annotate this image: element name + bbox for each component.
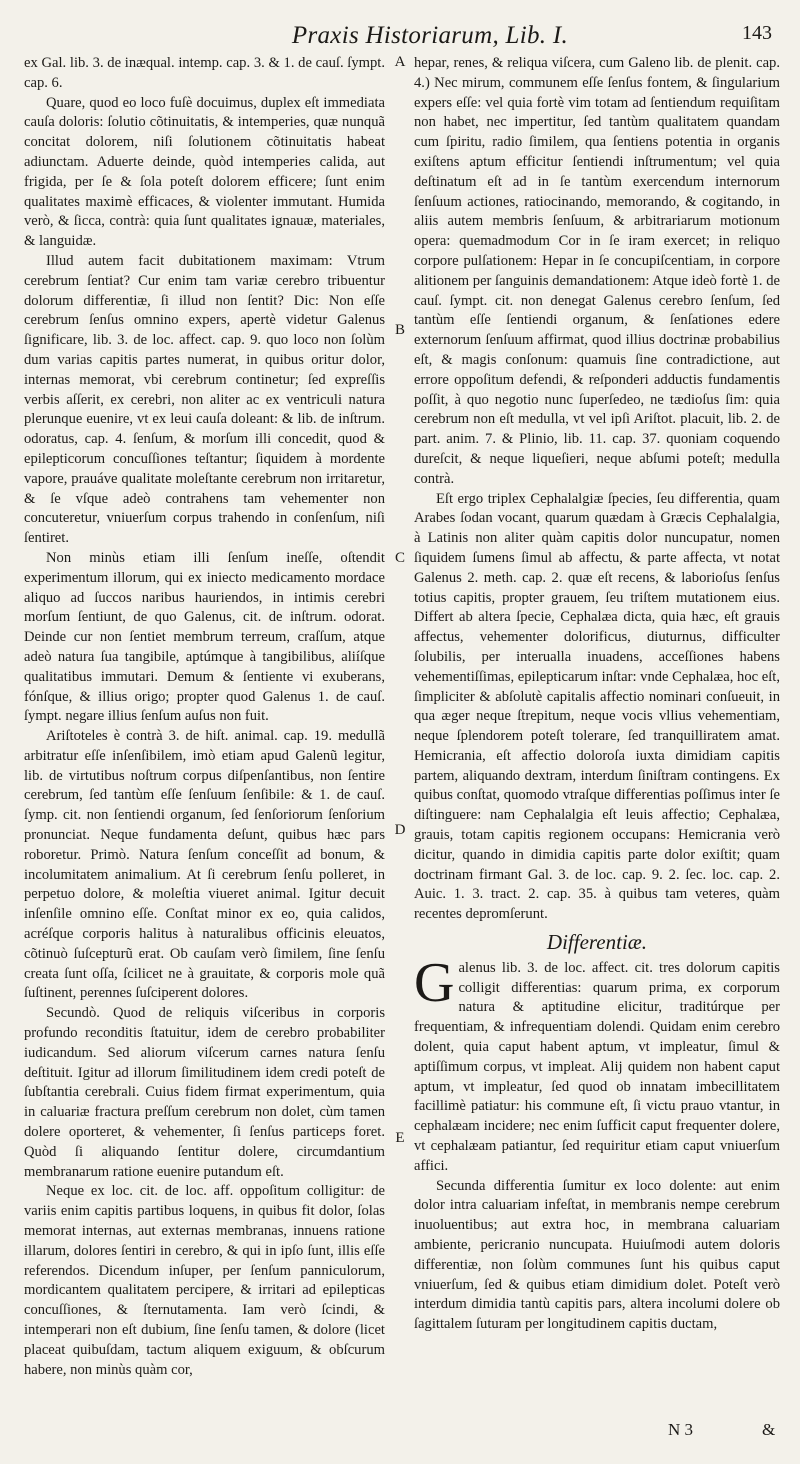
right-column [414, 54, 780, 1335]
paragraph: Secundò. Quod de reliquis viſceribus in corporis profundo reconditis ſtatuitur, idem de cerebro probabiliter iudicandum. Sed aliorum viſcerum carnes natura ſenſu deſtituit. Igitur ad illorum ſimilitudinem idem credi poteſt de ſubſtantia cerebrali. Cuius fidem firmat experimentum, quia in caluariæ fractura preſſum cerebrum non dolet, cùm tamen dolere oporteret, & vehementer, ſi ſenſus particeps foret. Quòd ſi aliquando ſentitur dolere, circumdantium membranarum ratione euenire putandum eſt. [24, 1005, 385, 1180]
paragraph: Neque ex loc. cit. de loc. aff. oppoſitum colligitur: de variis enim capitis partibus loquens, in quibus fit dolor, ſolas memorat internas, aut externas membranas, innuens ratione illarum, dolores ſentiri in cerebro, & qui in ipſo ſunt, illis eſſe referendos. Dicendum inſuper, per ſenſum panniculorum, mordicantem qualitatem percipere, & irritari ad epilepticas concuſſiones, & ſternutamenta. Iam verò ſcindi, & intemperari non eſt dubium, ſine ſenſu tamen, & dolore (licet placeat quibuſdam, tactum aliquem exiguum, & obſcurum habere, non minùs quàm cor, [24, 1183, 385, 1378]
paragraph: ex Gal. lib. 3. de inæqual. intemp. cap. 3. & 1. de cauſ. ſympt. cap. 6. [24, 55, 385, 91]
paragraph: Non minùs etiam illi ſenſum ineſſe, oſtendit experimentum illorum, qui ex iniecto medicamento mordace aliquo ad ſuccos naribus hauriendos, in intimis cerebri morſum ſentiunt, de quo Galenus, cit. de inſtrum. odorat. Deinde cur non ſentiet membrum terreum, craſſum, atque adeò natura ſua tangibile, aptúmque à tangibilibus, aliíſque qualitatibus immutari. Demum & ſentiente vi exuberans, fónſque, & illius origo; propter quod Galenus 1. de cauſ. ſympt. negare illius ſenſum auſus non fuit. [24, 549, 385, 725]
margin-letter-b: B [394, 322, 405, 338]
catchword: & [762, 1420, 776, 1439]
paragraph: Secunda differentia ſumitur ex loco dolente: aut enim dolor intra caluariam infeſtat, in membranis nempe cerebrum inuoluentibus; aut extra hoc, in membrana caluariam ambiente, pericranio nuncupata. Huiuſmodi autem doloris differentiæ, non ſolùm communes ſunt his quibus caput vniuerſum, ſed & quibus etiam dimidium dolet. Poteſt verò interdum dimidia tantù capitis pars, altera incolumi dolere ob ſagittalem ſuturam per longitudinem capitis ductam, [414, 1177, 780, 1333]
paragraph-text: alenus lib. 3. de loc. affect. cit. tres dolorum capitis colligit differentias: quarum prima, ex corporum natura & aptitudine elicitur, traditúrque per frequentiam, & infrequentiam dolendi. Quidam enim cerebro dolent, quia caput habent aptum, vt impleatur, ſimul & aptiſſimum corpus, vt impleat. Alij quidem non habent caput aptum, vt impleatur, ſed quod ob innatam imbecillitatem facillimè patiatur: his commune eſt, ſi victu prauo vtantur, in cephalæam incidere; nec enim ſufficit caput frequenter dolere, vt cephalæam patiantur, ſed requiritur etiam caput vniuerſum affici. [414, 959, 780, 1174]
drop-cap: G [414, 951, 455, 1014]
section-heading: Differentiæ. [546, 930, 648, 955]
margin-letter-c: C [394, 550, 405, 566]
margin-letter-e: E [395, 1130, 405, 1146]
paragraph: Illud autem facit dubitationem maximam: Vtrum cerebrum ſentiat? Cur enim tam variæ cerebro tribuentur dolorum differentiæ, ſi illud non ſentit? Dic: Non eſſe cerebrum ſenſus omnino expers, apertè videtur Galenus ſignificare, lib. 3. de loc. affect. cap. 9. quo loco non ſolùm dum varias capitis partes numerat, in quibus oritur dolor, internas memorat, vbi cerebrum continetur; ſed expreſſis verbis aſſerit, ex cerebri, non aliter ac ex ventriculi natura plerunque euenire, vt ex leui cauſa doleant: & lib. de inſtrum. odoratus, cap. 4. ſenſum, & morſum illi concedit, quod & epilepticorum concuſſiones teſtantur; ſiquidem à mordente vapore, prauáve qualitate moleſtante cerebrum non irritaretur, & ſe vſque adeò contrahens tam vehementer non concuteretur, vniuerſum corpus trahendo in conſenſum, niſi ſentiret. [24, 252, 385, 547]
running-title: Praxis Historiarum, Lib. I. [291, 22, 569, 49]
paragraph: hepar, renes, & reliqua viſcera, cum Galeno lib. de plenit. cap. 4.) Nec mirum, communem eſſe ſenſus fontem, & ſingularium expers eſſe: vel quia fortè vim totam ad ſentiendum requiſitam non habet, nec impertitur, ſed tantùm qualitatem quandam cum ſpiritu, radio ſimilem, qua ſentiens potentia in organis exiſtens aptum efficitur ſentiendi inſtrumentum; vel quia deſtinatum eſt ad in ſe tantùm exercendum internorum ſenſuum actiones, ratiocinando, memorando, & cogitando, in aliis autem membris ſenſuum, & arbitrariarum motionum opera: quemadmodum Cor in ſe iram exercet; in reliquo corpore pulſationem: Hepar in ſe concupiſcentiam, in corpore alitionem per ſanguinis demandationem: Atque ideò fortè 1. de cauſ. ſympt. cit. non denegat Galenus cerebro ſenſum, ſed tantùm eſſe ſentiendi organum, & ſenſationes edere externorum ſenſuum affirmat, quod illius doctrinæ probabilius eſt, & magis conſonum: quamuis ſine contradictione, aut errore oppoſitum defendi, & reſponderi adductis fundamentis poſſit, à quo negotio nunc ſuperſedeo, ne tædioſus ſim: quia cerebrum non eſt medulla, vt vel ipſi Ariſtot. placuit, lib. 2. de part. anim. 7. & Plinio, lib. 11. cap. 37. quoniam coquendo dureſcit, & neque liqueſieri, neque abſumi poteſt; medulla contrà. [414, 55, 780, 487]
margin-letter-a: A [394, 54, 406, 70]
paragraph-dropcap [414, 951, 780, 1177]
paragraph: Quare, quod eo loco fuſè docuimus, duplex eſt immediata cauſa doloris: ſolutio cõtinuitatis, & intemperies, quæ nunquã concitat dolorem, niſi ſolutionem cõtinuitatis habeat adiunctam. Aduerte deinde, quòd intemperies calida, aut frigida, per ſe & ſola poteſt dolorem efficere; ſunt enim qualitates maximè efficaces, & violenter immutant. Humida verò, & ſicca, contrà: quia ſunt qualitates ignauæ, materiales, & languidæ. [24, 94, 385, 250]
margin-letter-d: D [394, 822, 406, 838]
page-number: 143 [742, 22, 772, 44]
left-column [24, 54, 385, 1380]
paragraph: Ariſtoteles è contrà 3. de hiſt. animal. cap. 19. medullã arbitratur eſſe inſenſibilem, imò etiam apud Galenũ legitur, lib. de virtutibus noſtrum corpus diſpenſantibus, non ſentire cerebrum, ſed tantùm eſſe ſenſuum ſenſibile: & 1. de cauſ. ſymp. cit. non ſentiendi organum, ſed ſenſoriorum ſenſorium pronunciat. Neque fundamenta deſunt, quibus hæc pars roboretur. Primò. Natura ſenſum conceſſit ad bonum, & incolumitatem animalium. At ſi cerebrum ſenſu polleret, in perpetuo dolore, & moleſtia viueret animal. Igitur decuit inſenſile omnino eſſe. Conſtat minor ex eo, quia calidos, acréſque corporis halitus à naturalibus officinis eleuatos, cõtinuò ſuſcepturũ erat. Ob cauſam verò ſimilem, ſine ſenſu creata ſunt oſſa, ſcilicet ne à grauitate, & corporis mole quã ſuſtinent, perennes ſuſciperent dolores. [24, 728, 385, 1002]
signature-mark: N 3 [668, 1420, 694, 1439]
paragraph: Eſt ergo triplex Cephalalgiæ ſpecies, ſeu differentia, quam Arabes ſodan vocant, quarum quædam à Græcis Cephalalgia, à Latinis non aliter quàm capitis dolor nuncupatur, nomen ſiquidem ſumens ſimul ab affectu, & parte affecta, vt notat Galenus 2. meth. cap. 2. quæ eſt recens, & laborioſus ſenſus totius capitis, propter grauem, ſeu triſtem mutationem eius. Differt ab altera ſpecie, Cephalæa dicta, quia hæc, eſt grauis affectus, vehementer dolorificus, diuturnus, difficulter ſolubilis, per interualla inuadens, acceſſiones habens vehementiſſimas, epilepticarum inſtar: vnde Cephalæa, hoc eſt, ſimpliciter & abſolutè capitalis affectio nominari conſueuit, in qua æger neque ſtrepitum, neque vocis vllius vehementiam, neque ſplendorem poteſt tolerare, ſed tranquilliratem amat. Hemicrania, eſt affectio doloroſa iuxta dimidiam capitis partem, aliquando dextram, interdum ſiniſtram contingens. Ex quibus conſtat, quomodo vtraſque differentias poſſimus inter ſe diſtinguere: nam Cephalalgia eſt leuis affectio; Cephalæa, grauis, totam capitis regionem occupans: Hemicrania verò dicitur, quando in dimidia capitis parte dolor exiſtit; quam doctrinam firmant Gal. 3. de loc. cap. 9. 2. ſec. loc. cap. 2. Auic. 1. 3. tract. 2. cap. 35. à quibus tam veteres, quàm recentes depromſerunt. [414, 490, 780, 923]
